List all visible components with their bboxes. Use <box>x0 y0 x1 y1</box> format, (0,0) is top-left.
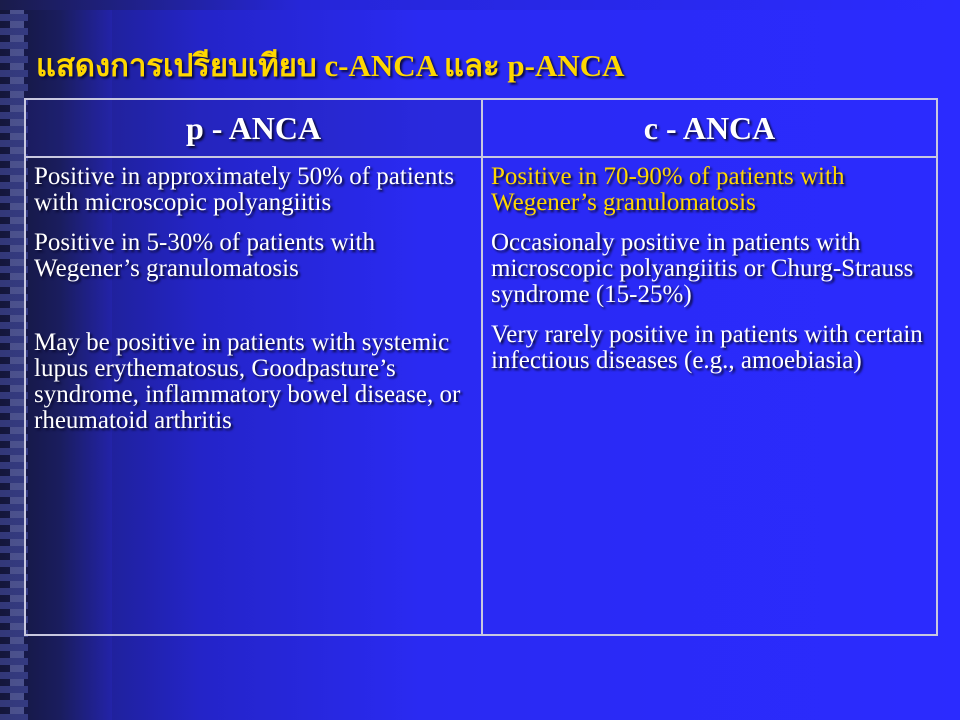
p-anca-cell <box>26 158 483 634</box>
p-anca-item: Positive in approximately 50% of patients with microscopic polyangiitis <box>34 163 455 216</box>
comparison-table <box>24 98 938 636</box>
header-p-anca: p - ANCA <box>26 100 483 158</box>
c-anca-item: Positive in 70-90% of patients with Wegener’s granulomatosis <box>491 163 845 216</box>
checker-decor-inner <box>10 7 24 720</box>
c-anca-cell <box>483 158 936 634</box>
slide-title: แสดงการเปรียบเทียบ c-ANCA และ p-ANCA <box>36 48 625 83</box>
header-c-anca: c - ANCA <box>483 100 936 158</box>
p-anca-item: Positive in 5-30% of patients with Wegener’s granulomatosis <box>34 229 375 282</box>
c-anca-item: Very rarely positive in patients with certain infectious diseases (e.g., amoebiasia) <box>491 321 923 374</box>
top-decor-bar <box>0 0 960 10</box>
p-anca-item: May be positive in patients with systemic lupus erythematosus, Goodpasture’s syndrome, inflammatory bowel disease, or rheumatoid arthritis <box>34 329 461 434</box>
c-anca-item: Occasionaly positive in patients with microscopic polyangiitis or Churg-Strauss syndrome (15-25%) <box>491 229 914 308</box>
